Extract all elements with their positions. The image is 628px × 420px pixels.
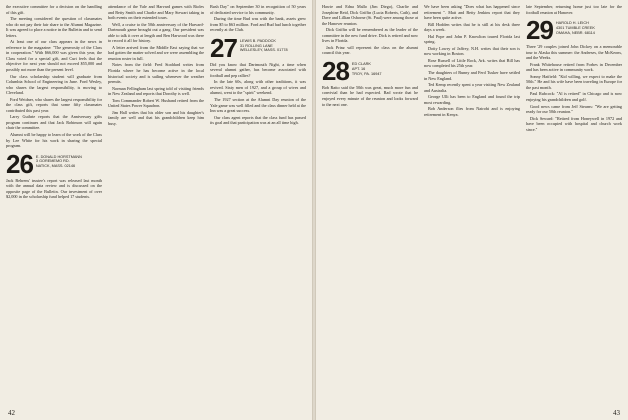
paragraph: Jack Prinz will represent the class on the alumni council this year. — [322, 44, 418, 56]
secretary-name: LEWIS B. PADDOCK — [239, 38, 276, 43]
paragraph: Tom Commander Robert W. Husband retired from the United States Power Squadron. — [108, 97, 204, 109]
right-column-2 — [424, 4, 520, 118]
paragraph: During the time Bud was with the bank, assets grew from $5 to $63 million. Ford and Bud had lunch together recently at the Club. — [210, 16, 306, 33]
paragraph: Ford Weidner, who shares the largest responsibility for the class gift, reports that some fifty classmates contributed this past year. — [6, 96, 102, 113]
address-line: 31 ROLLING LANE — [239, 43, 273, 48]
paragraph: George Ulli has been to England and found the trip most rewarding. — [424, 94, 520, 105]
paragraph: late September, returning home just too late for the football reunion at Hanover. — [526, 4, 622, 15]
address-line: APT. 16 — [351, 66, 366, 71]
address-line: 3 GOREMEMO RD. — [35, 159, 70, 164]
paragraph: Good news came from Jeff Stearns: "We are getting ready for our 50th reunion." — [526, 103, 622, 115]
left-column-1 — [6, 4, 102, 201]
class-year-number: 29 — [526, 15, 553, 46]
class-year-number: 27 — [210, 32, 237, 63]
paragraph: Dick Griffin will be remembered as the leader of the committee in the new fund drive. Dick is retired and now lives in Florida. — [322, 27, 418, 44]
paragraph: the executive committee for a decision on the handling of this gift. — [6, 4, 102, 15]
secretary-name: ED CLARK — [351, 61, 371, 66]
paragraph: Norman Fellingham last spring told of visiting friends in New Zealand and reports that Dorothy is well. — [108, 85, 204, 97]
paragraph: Dotty Lowry of Jaffrey, N.H. writes that their son is now working in Boston. — [424, 45, 520, 57]
right-page — [316, 0, 628, 420]
paragraph: Paul Rubcock: "Al is retired" in Chicago and is now enjoying his grandchildren and golf. — [526, 91, 622, 103]
paragraph: Alumni will be happy to learn of the work of the Class by Lee White for his work in sharing the special program. — [6, 132, 102, 149]
paragraph: Three '29 couples joined John Dickey on a memorable tour to Alaska this summer: the Andreses, the McKeons, and the Weeks. — [526, 44, 622, 61]
class-year-number: 28 — [322, 55, 349, 86]
paragraph: attendance of the Yale and Harvard games with Rioles and Betty Smith and Charlie and Mary Stewart taking in both events on their extended tours. — [108, 4, 204, 21]
paragraph: Bill Hodden writes that he is still at his desk three days a week. — [424, 21, 520, 33]
secretary-name: HAROLD H. LEICH — [555, 21, 589, 26]
address-line: WELLESLEY, MASS. 01778 — [239, 48, 288, 53]
paragraph: Hawie and Edna Mallo (Jim Diego), Charlie and Josephine Reid, Dick Griffin (Lucia Roberts, Cath), and Dave and Lillian Osborne (St. Paul) were among those at the Hanover reunion. — [322, 4, 418, 26]
paragraph: Our class agent reports that the class fund has passed its goal and that participation was at an all time high. — [210, 114, 306, 126]
paragraph: Sonny Hatfield: "Kid willing, we expect to make the 50th." He and his wife have been traveling in Europe for the past month. — [526, 73, 622, 90]
class-heading-29 — [526, 15, 622, 46]
class-secretary-address — [240, 37, 288, 53]
paragraph: Frank Whitehouse retired from Forbes in December and has been active in community work. — [526, 61, 622, 73]
page-number: 42 — [8, 409, 15, 417]
paragraph: The daughters of Bunny and Ferd Tusker have settled in New England. — [424, 70, 520, 81]
address-line: NATICK, MASS. 02146 — [35, 164, 76, 169]
paragraph: Hal Pope and John P. Knowlton toured Florida last spring. — [424, 33, 520, 45]
paragraph: Jack Behrens' trustee's report was released last month with the annual data review and is discussed on the opposite page of the Bulletin. Our investment of over $2,000 in the scholarship fund helped 17 students. — [6, 177, 102, 200]
paragraph: In the late 60s, along with other traditions, it was revived. Sixty men of 1927, and a group of wives and alumni, went to the "spirit" weekend. — [210, 79, 306, 96]
class-heading-27 — [210, 32, 306, 63]
paragraph: Larry Guthrie reports that the Anniversary gifts program continues and that Jack Robinson will again chair the committee. — [6, 114, 102, 131]
paragraph: Bush Day" on September 30 in recognition of 50 years of dedicated service to his community. — [210, 4, 306, 15]
class-secretary-address — [556, 19, 595, 35]
right-column-3 — [526, 4, 622, 133]
left-column-3 — [210, 4, 306, 127]
address-line: TROY, PA. 16947 — [351, 71, 382, 76]
paragraph: The 1927 section at the Alumni Day reunion of the Yale game was well filled and the class dinner held at the Inn was a great success. — [210, 97, 306, 114]
paragraph: Bob Anderson flies from Nairobi and is enjoying retirement in Kenya. — [424, 106, 520, 117]
class-secretary-address — [352, 60, 382, 76]
left-page — [0, 0, 312, 420]
address-line: OMAHA, NEBR. 68114 — [555, 30, 595, 35]
paragraph: A letter arrived from the Middle East saying that we had gotten the matter solved and we were assembling the reunion roster in full. — [108, 44, 204, 61]
paragraph: Our class scholarship student will graduate from Columbia School of Engineering in June. Ford Wesley, who shares the largest responsibility, is moving to Cleveland. — [6, 73, 102, 96]
class-heading-26 — [6, 148, 102, 179]
paragraph: At least one of our class appears in the news in reference to the magazine: "The generosity of the Class in cooperation." With $66,000 was given this year, the Class voted for a special gift, and Curt feels that the objective for next year should not exceed $55,000 and possibly not more than the present level. — [6, 39, 102, 73]
left-column-2 — [108, 4, 204, 127]
address-line: 4301 TUMBLE CREEK — [555, 25, 595, 30]
paragraph: Rose Russell of Little Rock, Ark. writes that Bill has now completed his 25th year. — [424, 57, 520, 69]
paragraph: We have been asking "Does what has happened since retirement ". Matt and Betty Jenkins report that they have been quite active. — [424, 4, 520, 21]
page-number: 43 — [613, 409, 620, 417]
paragraph: Notes from the field: Fred Stoddard writes from Florida where he has become active in the local historical society and is sailing whenever the weather permits. — [108, 62, 204, 85]
right-column-1 — [322, 4, 418, 108]
class-year-number: 26 — [6, 148, 33, 179]
paragraph: Dick Seward: "Retired from Honeywell in 1972 and have been occupied with hospital and church work since." — [526, 115, 622, 132]
paragraph: The meeting considered the question of classmates who do not pay their fair share to the Alumni Magazine. It was agreed to place a notice in the Bulletin and to send letters. — [6, 16, 102, 38]
class-heading-28 — [322, 55, 418, 86]
paragraph: Ted Kemp recently spent a year visiting New Zealand and Australia. — [424, 82, 520, 93]
class-secretary-address — [36, 153, 82, 169]
paragraph: Did you know that Dartmouth Night, a time when several alumni gather, has become associated with football and pep rallies? — [210, 61, 306, 78]
paragraph: Bob Ratto said the 50th was great, much more fun and convivial than he had expected. Rad wrote that he enjoyed every minute of the reunion and looks forward to the next one. — [322, 84, 418, 107]
secretary-name: E. DONALD HORSTMANN — [35, 154, 82, 159]
paragraph: Well, a cruise to the 50th anniversary of the Harvard-Dartmouth game brought out a gang. Our president was able to talk it over at length and Ben Harwood was there to record it all for history. — [108, 21, 204, 44]
paragraph: Jim Hall writes that his older son and his daughter's family are well and that his grandchildren keep him busy. — [108, 109, 204, 126]
